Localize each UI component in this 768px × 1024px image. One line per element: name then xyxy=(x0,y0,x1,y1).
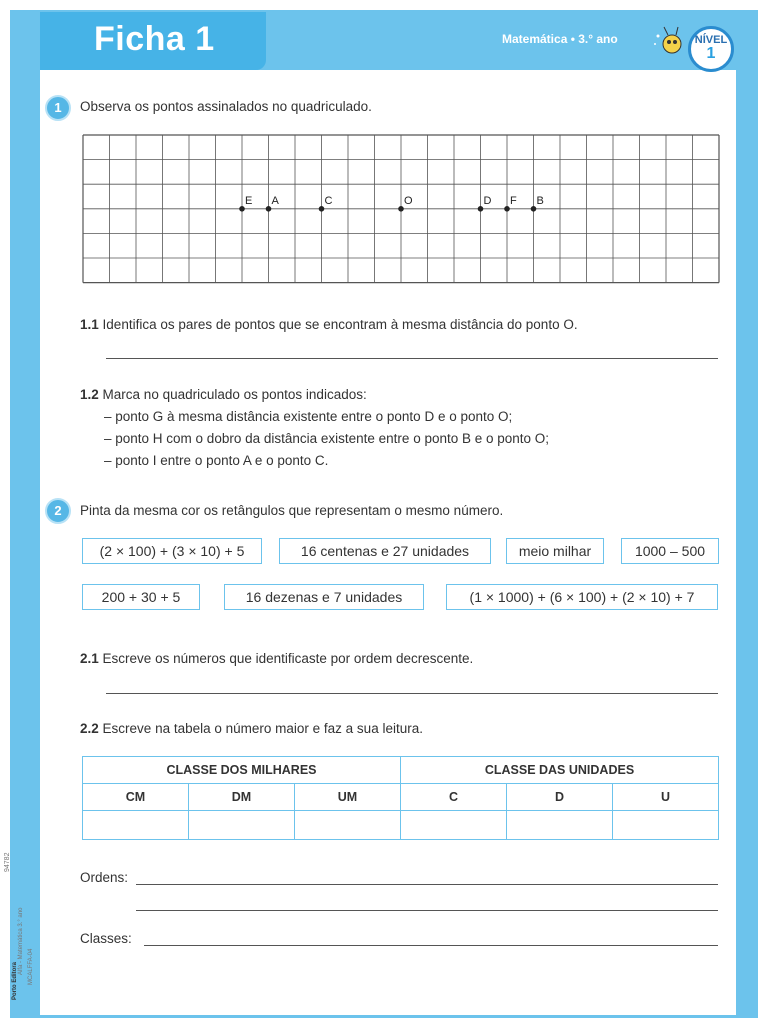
question-1-2-text: Marca no quadriculado os pontos indicados: xyxy=(102,387,367,402)
question-1-1-text: Identifica os pares de pontos que se encontram à mesma distância do ponto O. xyxy=(102,317,578,332)
grid-point-f xyxy=(504,206,510,212)
number-box[interactable]: 16 dezenas e 7 unidades xyxy=(224,584,424,610)
level-number: 1 xyxy=(706,45,716,62)
level-badge xyxy=(688,26,734,72)
question-1-1-number: 1.1 xyxy=(80,317,99,332)
number-box[interactable]: (2 × 100) + (3 × 10) + 5 xyxy=(82,538,262,564)
grid-point-label-e: E xyxy=(245,194,253,207)
table-row xyxy=(83,784,719,811)
question-1-2-item-i: – ponto I entre o ponto A e o ponto C. xyxy=(104,453,329,468)
dot-grid[interactable] xyxy=(82,134,720,284)
column-header-u: U xyxy=(613,784,719,811)
number-classes-table xyxy=(82,756,719,840)
table-row xyxy=(83,811,719,840)
question-1-text: Observa os pontos assinalados no quadriculado. xyxy=(80,99,372,114)
classes-label: Classes: xyxy=(80,931,132,946)
question-2-1 xyxy=(80,651,473,666)
grid-point-label-c: C xyxy=(324,194,333,207)
question-1-2-item-g: – ponto G à mesma distância existente entre o ponto D e o ponto O; xyxy=(104,409,513,424)
footer-publisher: Porto Editora xyxy=(12,961,18,1000)
answer-cell-dm[interactable] xyxy=(189,811,295,840)
footer-book: Alfa - Matemática 3.° ano xyxy=(18,907,24,975)
grid-point-label-f: F xyxy=(510,194,517,207)
answer-cell-um[interactable] xyxy=(295,811,401,840)
grid-point-label-b: B xyxy=(536,194,544,207)
grid-point-label-a: A xyxy=(271,194,279,207)
level-label: NÍVEL xyxy=(694,34,728,46)
number-box[interactable]: 1000 – 500 xyxy=(621,538,719,564)
question-2-text: Pinta da mesma cor os retângulos que representam o mesmo número. xyxy=(80,503,504,518)
question-2-number: 2 xyxy=(45,498,71,524)
page-title: Ficha 1 xyxy=(94,20,215,58)
answer-cell-d[interactable] xyxy=(507,811,613,840)
number-box[interactable]: 16 centenas e 27 unidades xyxy=(279,538,491,564)
question-1-1 xyxy=(80,317,578,332)
table-row xyxy=(83,757,719,784)
question-1-2-number: 1.2 xyxy=(80,387,99,402)
answer-line-2-1[interactable] xyxy=(106,693,718,694)
subject-label: Matemática • 3.° ano xyxy=(502,32,618,46)
question-2-2 xyxy=(80,721,423,736)
question-1-number: 1 xyxy=(45,95,71,121)
grid-point-e xyxy=(239,206,245,212)
question-1-2 xyxy=(80,387,367,402)
question-2-1-number: 2.1 xyxy=(80,651,99,666)
grid-point-label-o: O xyxy=(404,194,413,207)
column-header-cm: CM xyxy=(83,784,189,811)
grid-point-o xyxy=(398,206,404,212)
column-header-dm: DM xyxy=(189,784,295,811)
grid-point-b xyxy=(531,206,537,212)
answer-cell-u[interactable] xyxy=(613,811,719,840)
question-1-2-item-h: – ponto H com o dobro da distância existente entre o ponto B e o ponto O; xyxy=(104,431,550,446)
answer-cell-cm[interactable] xyxy=(83,811,189,840)
number-box[interactable]: (1 × 1000) + (6 × 100) + (2 × 10) + 7 xyxy=(446,584,718,610)
grid-point-a xyxy=(266,206,272,212)
footer-code: 94782 xyxy=(4,852,11,872)
grid-point-label-d: D xyxy=(483,194,492,207)
footer-ref: MCALFFA-04 xyxy=(28,948,34,985)
ordens-answer-line[interactable] xyxy=(136,884,718,885)
column-header-c: C xyxy=(401,784,507,811)
class-thousands-header: CLASSE DOS MILHARES xyxy=(83,757,401,784)
class-units-header: CLASSE DAS UNIDADES xyxy=(401,757,719,784)
number-box[interactable]: 200 + 30 + 5 xyxy=(82,584,200,610)
column-header-d: D xyxy=(507,784,613,811)
answer-cell-c[interactable] xyxy=(401,811,507,840)
question-2-2-text: Escreve na tabela o número maior e faz a sua leitura. xyxy=(102,721,423,736)
grid-point-c xyxy=(319,206,325,212)
grid-point-d xyxy=(478,206,484,212)
bee-mascot-icon xyxy=(650,22,690,62)
classes-answer-line[interactable] xyxy=(144,945,718,946)
ordens-label: Ordens: xyxy=(80,870,129,885)
column-header-um: UM xyxy=(295,784,401,811)
ordens-answer-line-2[interactable] xyxy=(136,910,718,911)
question-2-2-number: 2.2 xyxy=(80,721,99,736)
number-box[interactable]: meio milhar xyxy=(506,538,604,564)
question-2-1-text: Escreve os números que identificaste por ordem decrescente. xyxy=(102,651,474,666)
answer-line-1-1[interactable] xyxy=(106,358,718,359)
